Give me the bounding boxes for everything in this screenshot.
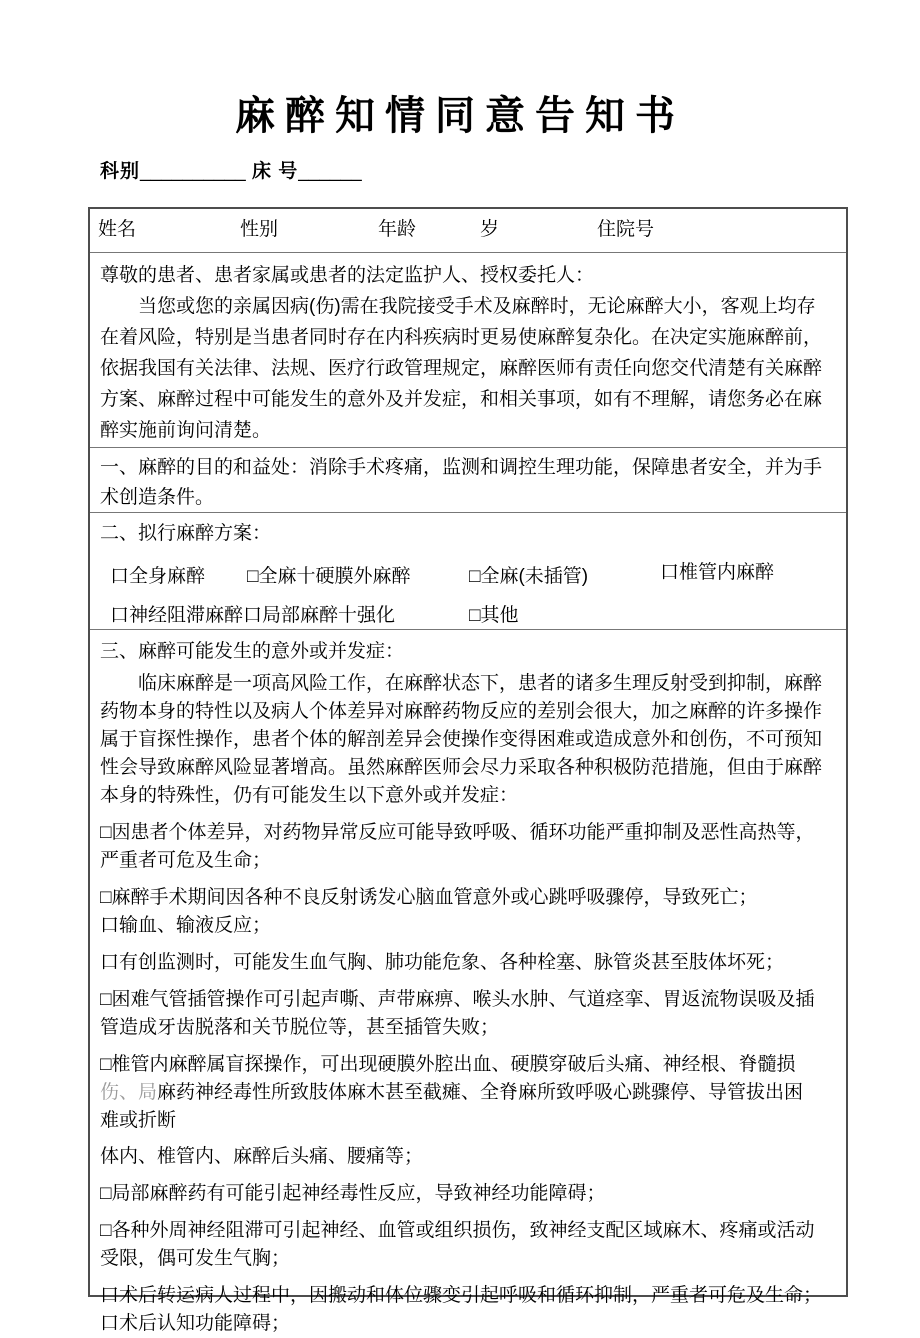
risk-item: □各种外周神经阻滞可引起神经、血管或组织损伤，致神经支配区域麻木、疼痛或活动受限，偶可发生气胸； (100, 1220, 815, 1269)
age-unit-label: 岁 (480, 219, 500, 240)
risk-item-text-segment: 麻药神经毒性所致肢体麻木甚至截瘫、全脊麻所致呼吸心跳骤停、导管拔出困难或折断 (100, 1082, 804, 1131)
purpose-row (90, 447, 846, 512)
risk-item-line: 口术后认知功能障碍； (100, 1313, 291, 1334)
risk-item: □局部麻醉药有可能引起神经毒性反应，导致神经功能障碍； (100, 1183, 606, 1204)
gender-label: 性别 (240, 219, 279, 240)
risk-item (100, 1051, 822, 1171)
bed-label: 床 号 (251, 161, 299, 182)
risk-item-line: □麻醉手术期间因各种不良反射诱发心脑血管意外或心跳呼吸骤停，导致死亡； (100, 887, 758, 908)
patient-info-row (90, 209, 846, 252)
age-label: 年龄 (378, 219, 417, 240)
section-purpose-text: 一、麻醉的目的和益处：消除手术疼痛，监测和调控生理功能，保障患者安全，并为手术创造条件。 (100, 457, 823, 508)
checkbox-option-nerve-block-local[interactable]: 口神经阻滞麻醉口局部麻醉十强化 (110, 605, 396, 626)
risk-item: □困难气管插管操作可引起声嘶、声带麻痹、喉头水肿、气道痉挛、胃返流物误吸及插管造成牙齿脱落和关节脱位等，甚至插管失败； (100, 989, 815, 1038)
checkbox-option-general-anesthesia[interactable]: 口全身麻醉 (110, 566, 206, 587)
page-title: 麻醉知情同意告知书 (235, 94, 685, 138)
risks-row (90, 629, 846, 1338)
section-risks-heading: 三、麻醉可能发生的意外或并发症： (100, 641, 405, 662)
risks-intro-paragraph: 临床麻醉是一项高风险工作，在麻醉状态下，患者的诸多生理反射受到抑制，麻醉药物本身的特性以及病人个体差异对麻醉药物反应的差别会很大，加之麻醉的许多操作属于盲探性操作，患者个体的解剖差异会使操作变得困难或造成意外和创伤，不可预知性会导致麻醉风险显著增高。虽然麻醉医师会尽力采取各种积极防范措施，但由于麻醉本身的特殊性，仍有可能发生以下意外或并发症： (100, 673, 823, 806)
admission-no-label: 住院号 (597, 219, 655, 240)
checkbox-option-other[interactable]: □其他 (469, 605, 519, 626)
bed-blank-field: ______ (298, 161, 362, 182)
intro-paragraph: 当您或您的亲属因病(伤)需在我院接受手术及麻醉时，无论麻醉大小，客观上均存在着风险，特别是当患者同时存在内科疾病时更易使麻醉复杂化。在决定实施麻醉前，依据我国有关法律、法规、医疗行政管理规定，麻醉医师有责任向您交代清楚有关麻醉方案、麻醉过程中可能发生的意外及并发症，和相关事项，如有不理解，请您务必在麻醉实施前询问清楚。 (100, 296, 823, 441)
plan-options-row2 (100, 600, 834, 627)
risk-item-line: 口输血、输液反应； (100, 915, 272, 936)
dept-blank-field: __________ (140, 161, 246, 182)
risk-item: 口有创监测时，可能发生血气胸、肺功能危象、各种栓塞、脉管炎甚至肢体坏死； (100, 952, 785, 973)
dept-bed-line (100, 156, 920, 183)
risk-item-text-segment: □椎管内麻醉属盲探操作，可出现硬膜外腔出血、硬膜穿破后头痛、神经根、脊髓损 (100, 1054, 796, 1075)
section-plan-heading: 二、拟行麻醉方案： (100, 523, 272, 544)
intro-greeting: 尊敬的患者、患者家属或患者的法定监护人、授权委托人： (100, 265, 595, 286)
checkbox-option-intraspinal[interactable]: 口椎管内麻醉 (660, 562, 775, 583)
risk-item-line: 体内、椎管内、麻醉后头痛、腰痛等； (100, 1146, 424, 1167)
risk-item: □因患者个体差异，对药物异常反应可能导致呼吸、循环功能严重抑制及恶性高热等，严重者可危及生命； (100, 822, 815, 871)
plan-options-row1 (100, 561, 834, 588)
plan-row (90, 512, 846, 629)
checkbox-option-general-no-intubation[interactable]: □全麻(未插管) (469, 566, 589, 587)
dept-label: 科别 (100, 161, 141, 182)
name-label: 姓名 (98, 219, 137, 240)
consent-form-table (88, 207, 848, 1334)
checkbox-option-general-plus-epidural[interactable]: □全麻十硬膜外麻醉 (247, 566, 411, 587)
risk-item-gray-segment: 伤、局 (100, 1082, 158, 1103)
intro-row (90, 252, 846, 447)
risk-item (100, 884, 822, 940)
risk-item (100, 1282, 822, 1338)
risk-item-line: 口术后转运病人过程中，因搬动和体位骤变引起呼吸和循环抑制，严重者可危及生命； (100, 1285, 823, 1306)
